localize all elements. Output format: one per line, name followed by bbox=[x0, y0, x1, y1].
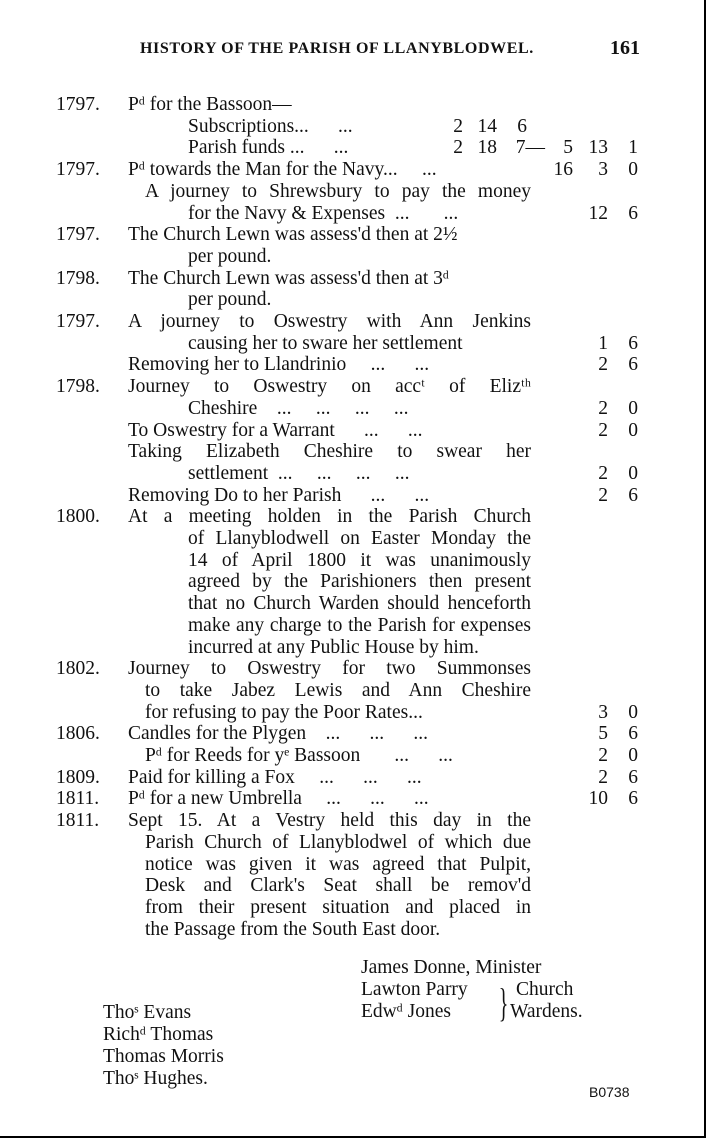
entry-line bbox=[0, 550, 708, 572]
amount-pounds: 16 bbox=[553, 159, 573, 181]
entry-text: per pound. bbox=[188, 245, 272, 267]
entry-text: to take Jabez Lewis and Ann Cheshire bbox=[145, 679, 531, 701]
entry-line bbox=[0, 767, 708, 789]
amount-pence: 0 bbox=[628, 159, 638, 181]
entry-text: Parish Church of Llanyblodwel of which due bbox=[145, 831, 531, 853]
amount-pence: 6 bbox=[628, 484, 638, 506]
entry-line bbox=[0, 593, 708, 615]
entry-line bbox=[0, 485, 708, 507]
amount-pence: 6 bbox=[628, 723, 638, 745]
amount-shillings: 3 bbox=[598, 701, 608, 723]
entry-date: 1809. bbox=[56, 766, 100, 788]
amount-shillings: 12 bbox=[588, 202, 608, 224]
amount-pence: 0 bbox=[628, 701, 638, 723]
entry-date: 1811. bbox=[56, 788, 100, 810]
amount-shillings: 5 bbox=[598, 723, 608, 745]
header-title: HISTORY OF THE PARISH OF LLANYBLODWEL. bbox=[140, 40, 534, 57]
entry-text: Parish funds ... ... bbox=[188, 137, 349, 159]
entry-text: To Oswestry for a Warrant ... ... bbox=[128, 419, 423, 441]
amount-shillings: 3 bbox=[598, 159, 608, 181]
entry-line bbox=[0, 333, 708, 355]
entry-text: the Passage from the South East door. bbox=[145, 918, 441, 940]
entry-text: Pᵈ for the Bassoon— bbox=[128, 94, 292, 115]
entry-line bbox=[0, 680, 708, 702]
entry-line bbox=[0, 289, 708, 311]
entry-text: make any charge to the Parish for expenses bbox=[188, 614, 531, 636]
amount-pence: 1 bbox=[628, 137, 638, 159]
amount-shillings: 2 bbox=[598, 745, 608, 766]
entry-line bbox=[0, 571, 708, 593]
entry-text: Journey to Oswestry on accᵗ of Elizᵗʰ bbox=[128, 376, 531, 398]
amount-shillings: 1 bbox=[598, 332, 608, 354]
amount-shillings: 10 bbox=[588, 788, 608, 810]
wardens-label-2: Wardens. bbox=[510, 1001, 583, 1022]
parishioner-signature: Thoˢ Hughes. bbox=[103, 1068, 208, 1089]
entry-date: 1797. bbox=[56, 224, 100, 246]
entry-line bbox=[0, 854, 708, 876]
amount-shillings: 2 bbox=[598, 766, 608, 788]
amount-pence: 0 bbox=[628, 745, 638, 766]
entry-line bbox=[0, 897, 708, 919]
amount-pence: 0 bbox=[628, 419, 638, 441]
page-number: 161 bbox=[610, 37, 640, 59]
entry-line bbox=[0, 723, 708, 745]
entry-text: for refusing to pay the Poor Rates... bbox=[145, 701, 423, 723]
entry-text: causing her to sware her settlement bbox=[188, 332, 463, 354]
entry-text: for the Navy & Expenses ... ... bbox=[188, 202, 459, 224]
amount-shillings: 2 bbox=[598, 419, 608, 441]
brace: } bbox=[498, 980, 509, 1025]
amount-pence: 0 bbox=[628, 397, 638, 419]
entry-text: Removing Do to her Parish ... ... bbox=[128, 484, 430, 506]
subtotal-pence: 6 bbox=[517, 115, 527, 137]
entry-text: Pᵈ towards the Man for the Navy... ... bbox=[128, 159, 437, 181]
entry-line bbox=[0, 615, 708, 637]
amount-shillings: 2 bbox=[598, 354, 608, 376]
entry-text: Taking Elizabeth Cheshire to swear her bbox=[128, 441, 531, 463]
entry-text: Desk and Clark's Seat shall be remov'd bbox=[145, 875, 531, 897]
entry-text: settlement ... ... ... ... bbox=[188, 462, 410, 484]
parishioner-signature: Richᵈ Thomas bbox=[103, 1024, 214, 1045]
entry-line bbox=[0, 463, 708, 485]
amount-shillings: 2 bbox=[598, 462, 608, 484]
entry-text: Cheshire ... ... ... ... bbox=[188, 397, 409, 419]
entry-line bbox=[0, 181, 708, 203]
entry-line bbox=[0, 919, 708, 941]
amount-pence: 6 bbox=[628, 766, 638, 788]
entry-text: incurred at any Public House by him. bbox=[188, 636, 479, 658]
entry-text: Sept 15. At a Vestry held this day in the bbox=[128, 810, 531, 832]
entry-line bbox=[0, 376, 708, 398]
parishioner-signature: Thoˢ Evans bbox=[103, 1002, 192, 1023]
entry-text: At a meeting holden in the Parish Church bbox=[128, 506, 531, 528]
entry-date: 1797. bbox=[56, 94, 100, 115]
entry-text: Pᵈ for a new Umbrella ... ... ... bbox=[128, 788, 429, 810]
subtotal-pounds: 2 bbox=[453, 137, 463, 159]
minister-signature: James Donne, Minister bbox=[361, 957, 542, 978]
entry-text: A journey to Shrewsbury to pay the money bbox=[145, 180, 531, 202]
entry-line bbox=[0, 702, 708, 724]
entry-line bbox=[0, 637, 708, 659]
subtotal-pounds: 2 bbox=[453, 115, 463, 137]
amount-pence: 6 bbox=[628, 788, 638, 810]
amount-pence: 6 bbox=[628, 202, 638, 224]
running-header bbox=[140, 37, 640, 59]
entry-line bbox=[0, 528, 708, 550]
entry-text: The Church Lewn was assess'd then at 3ᵈ bbox=[128, 267, 449, 289]
entry-text: 14 of April 1800 it was unanimously bbox=[188, 549, 531, 571]
entry-line bbox=[0, 420, 708, 442]
entry-line bbox=[0, 116, 708, 138]
entry-text: of Llanyblodwell on Easter Monday the bbox=[188, 528, 531, 549]
entry-line bbox=[0, 745, 708, 767]
amount-pence: 6 bbox=[628, 354, 638, 376]
entry-line bbox=[0, 788, 708, 810]
entry-date: 1802. bbox=[56, 658, 100, 680]
entry-line bbox=[0, 832, 708, 854]
entry-text: Removing her to Llandrinio ... ... bbox=[128, 354, 430, 376]
entry-date: 1806. bbox=[56, 723, 100, 745]
entry-date: 1800. bbox=[56, 506, 100, 528]
warden-signature-2: Edwᵈ Jones bbox=[361, 1001, 452, 1022]
subtotal-pence: 7— bbox=[515, 137, 545, 159]
entry-line bbox=[0, 246, 708, 268]
entry-text: Journey to Oswestry for two Summonses bbox=[128, 658, 531, 680]
entry-date: 1811. bbox=[56, 810, 100, 832]
entry-text: Candles for the Plygen ... ... ... bbox=[128, 723, 429, 745]
entry-line bbox=[0, 810, 708, 832]
entry-text: The Church Lewn was assess'd then at 2½ bbox=[128, 224, 458, 246]
entry-line bbox=[0, 506, 708, 528]
parishioner-signature: Thomas Morris bbox=[103, 1046, 224, 1067]
entry-line bbox=[0, 354, 708, 376]
entry-text: Subscriptions... ... bbox=[188, 115, 353, 137]
entry-date: 1797. bbox=[56, 311, 100, 332]
amount-shillings: 2 bbox=[598, 397, 608, 419]
entry-line bbox=[0, 268, 708, 290]
entry-line bbox=[0, 137, 708, 159]
entry-text: that no Church Warden should henceforth bbox=[188, 593, 531, 615]
entry-text: from their present situation and placed in bbox=[145, 896, 531, 918]
entry-date: 1797. bbox=[56, 159, 100, 181]
amount-pounds: 5 bbox=[563, 137, 573, 159]
entry-line bbox=[0, 875, 708, 897]
document-code: B0738 bbox=[589, 1084, 630, 1100]
entry-line bbox=[0, 398, 708, 420]
entry-line bbox=[0, 311, 708, 333]
amount-shillings: 2 bbox=[598, 484, 608, 506]
amount-shillings: 13 bbox=[588, 137, 608, 159]
entry-text: Paid for killing a Fox ... ... ... bbox=[128, 766, 422, 788]
entry-text: agreed by the Parishioners then present bbox=[188, 571, 531, 593]
entry-line bbox=[0, 203, 708, 225]
entry-text: Pᵈ for Reeds for yᵉ Bassoon ... ... bbox=[145, 745, 453, 766]
entry-line bbox=[0, 159, 708, 181]
wardens-label-1: Church bbox=[516, 979, 574, 1000]
amount-pence: 0 bbox=[628, 462, 638, 484]
entry-date: 1798. bbox=[56, 267, 100, 289]
entry-line bbox=[0, 94, 708, 116]
entry-line bbox=[0, 658, 708, 680]
subtotal-shillings: 14 bbox=[477, 115, 497, 137]
warden-signature-1: Lawton Parry bbox=[361, 979, 468, 1000]
entry-date: 1798. bbox=[56, 376, 100, 398]
entry-line bbox=[0, 441, 708, 463]
entry-text: per pound. bbox=[188, 289, 272, 311]
subtotal-shillings: 18 bbox=[477, 137, 497, 159]
amount-pence: 6 bbox=[628, 332, 638, 354]
entry-line bbox=[0, 224, 708, 246]
entry-text: notice was given it was agreed that Pulpit, bbox=[145, 853, 531, 875]
entry-text: A journey to Oswestry with Ann Jenkins bbox=[128, 311, 531, 332]
